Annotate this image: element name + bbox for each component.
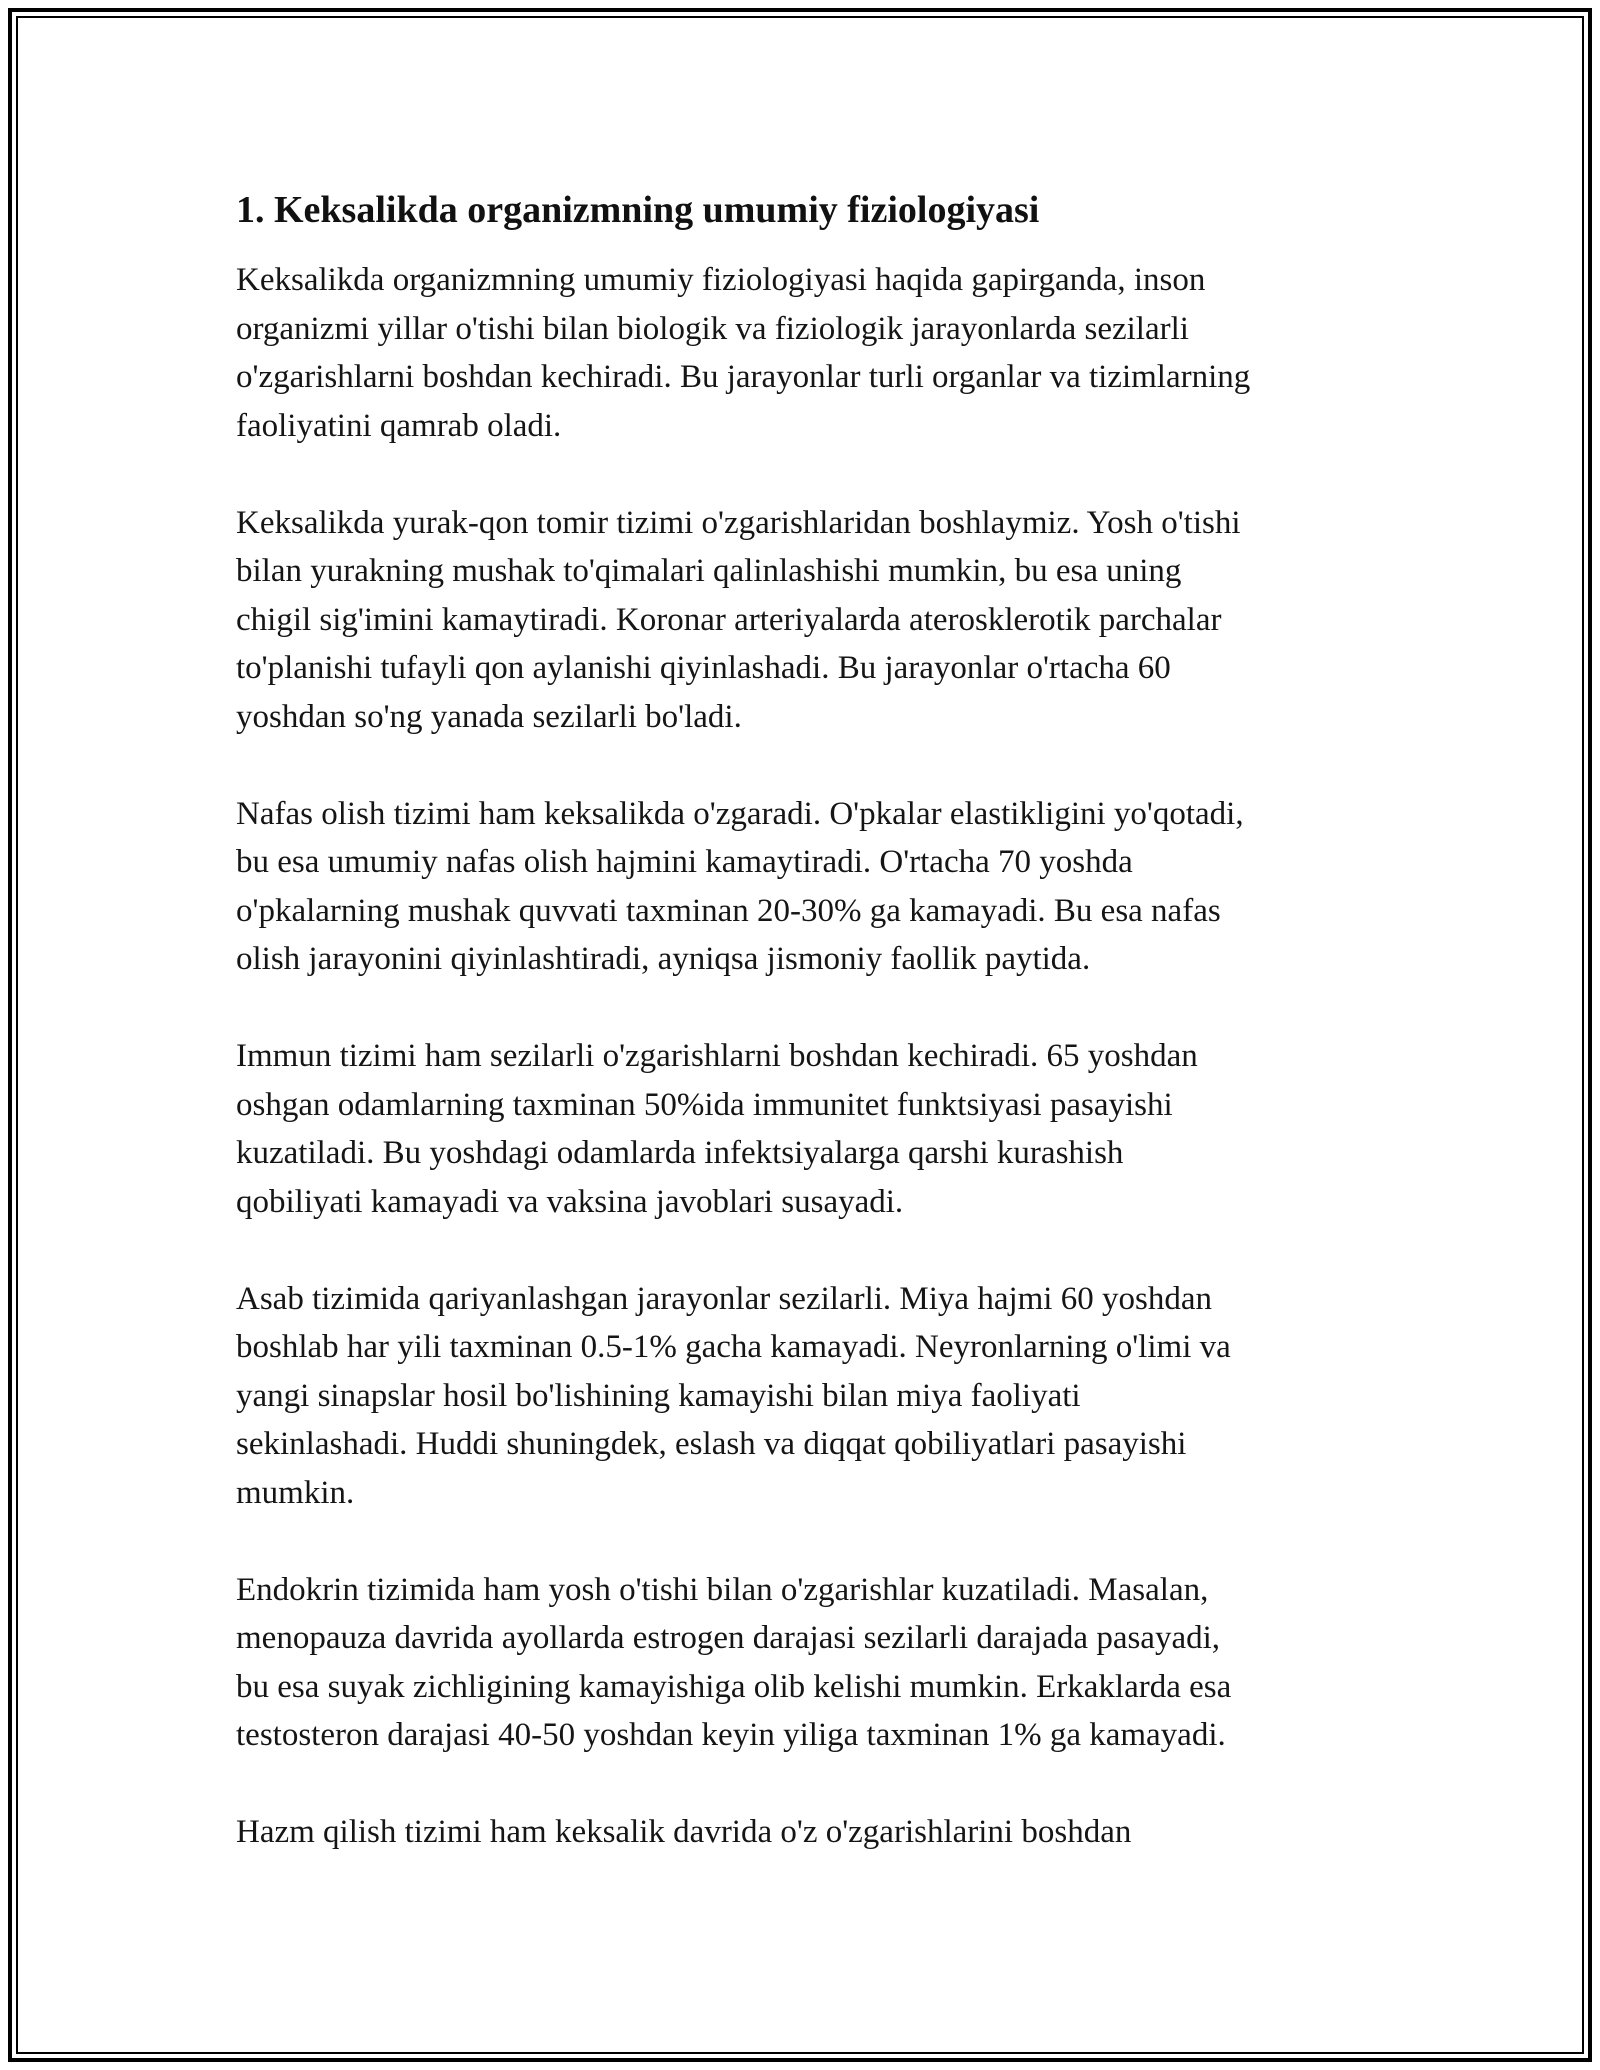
- paragraph-respiratory: Nafas olish tizimi ham keksalikda o'zgaradi. O'pkalar elastikligini yo'qotadi, bu esa umumiy nafas olish hajmini kamaytiradi. O'rtacha 70 yoshda o'pkalarning mushak quvvati taxminan 20-30% ga kamayadi. Bu esa nafas olish jarayonini qiyinlashtiradi, ayniqsa jismoniy faollik paytida.: [236, 795, 1244, 977]
- paragraph-nervous: Asab tizimida qariyanlashgan jarayonlar sezilarli. Miya hajmi 60 yoshdan boshlab har yili taxminan 0.5-1% gacha kamayadi. Neyronlarning o'limi va yangi sinapslar hosil bo'lishining kamayishi bilan miya faoliyati sekinlashadi. Huddi shuningdek, eslash va diqqat qobiliyatlari pasayishi mumkin.: [236, 1280, 1231, 1511]
- paragraph-endocrine: Endokrin tizimida ham yosh o'tishi bilan o'zgarishlar kuzatiladi. Masalan, menopauza davrida ayollarda estrogen darajasi sezilarli darajada pasayadi, bu esa suyak zichligining kamayishiga olib kelishi mumkin. Erkaklarda esa testosteron darajasi 40-50 yoshdan keyin yiliga taxminan 1% ga kamayadi.: [236, 1571, 1232, 1753]
- document-body: [236, 186, 1376, 1905]
- paragraph-cardiovascular: Keksalikda yurak-qon tomir tizimi o'zgarishlaridan boshlaymiz. Yosh o'tishi bilan yurakning mushak to'qimalari qalinlashishi mumkin, bu esa uning chigil sig'imini kamaytiradi. Koronar arteriyalarda aterosklerotik parchalar to'planishi tufayli qon aylanishi qiyinlashadi. Bu jarayonlar o'rtacha 60 yoshdan so'ng yanada sezilarli bo'ladi.: [236, 504, 1241, 735]
- paragraph-digestive: Hazm qilish tizimi ham keksalik davrida o'z o'zgarishlarini boshdan: [236, 1814, 1132, 1850]
- section-heading: 1. Keksalikda organizmning umumiy fiziologiyasi: [236, 189, 1040, 231]
- paragraph-intro: Keksalikda organizmning umumiy fiziologiyasi haqida gapirganda, inson organizmi yillar o'tishi bilan biologik va fiziologik jarayonlarda sezilarli o'zgarishlarni boshdan kechiradi. Bu jarayonlar turli organlar va tizimlarning faoliyatini qamrab oladi.: [236, 262, 1251, 444]
- paragraph-immune: Immun tizimi ham sezilarli o'zgarishlarni boshdan kechiradi. 65 yoshdan oshgan odamlarning taxminan 50%ida immunitet funktsiyasi pasayishi kuzatiladi. Bu yoshdagi odamlarda infektsiyalarga qarshi kurashish qobiliyati kamayadi va vaksina javoblari susayadi.: [236, 1038, 1198, 1220]
